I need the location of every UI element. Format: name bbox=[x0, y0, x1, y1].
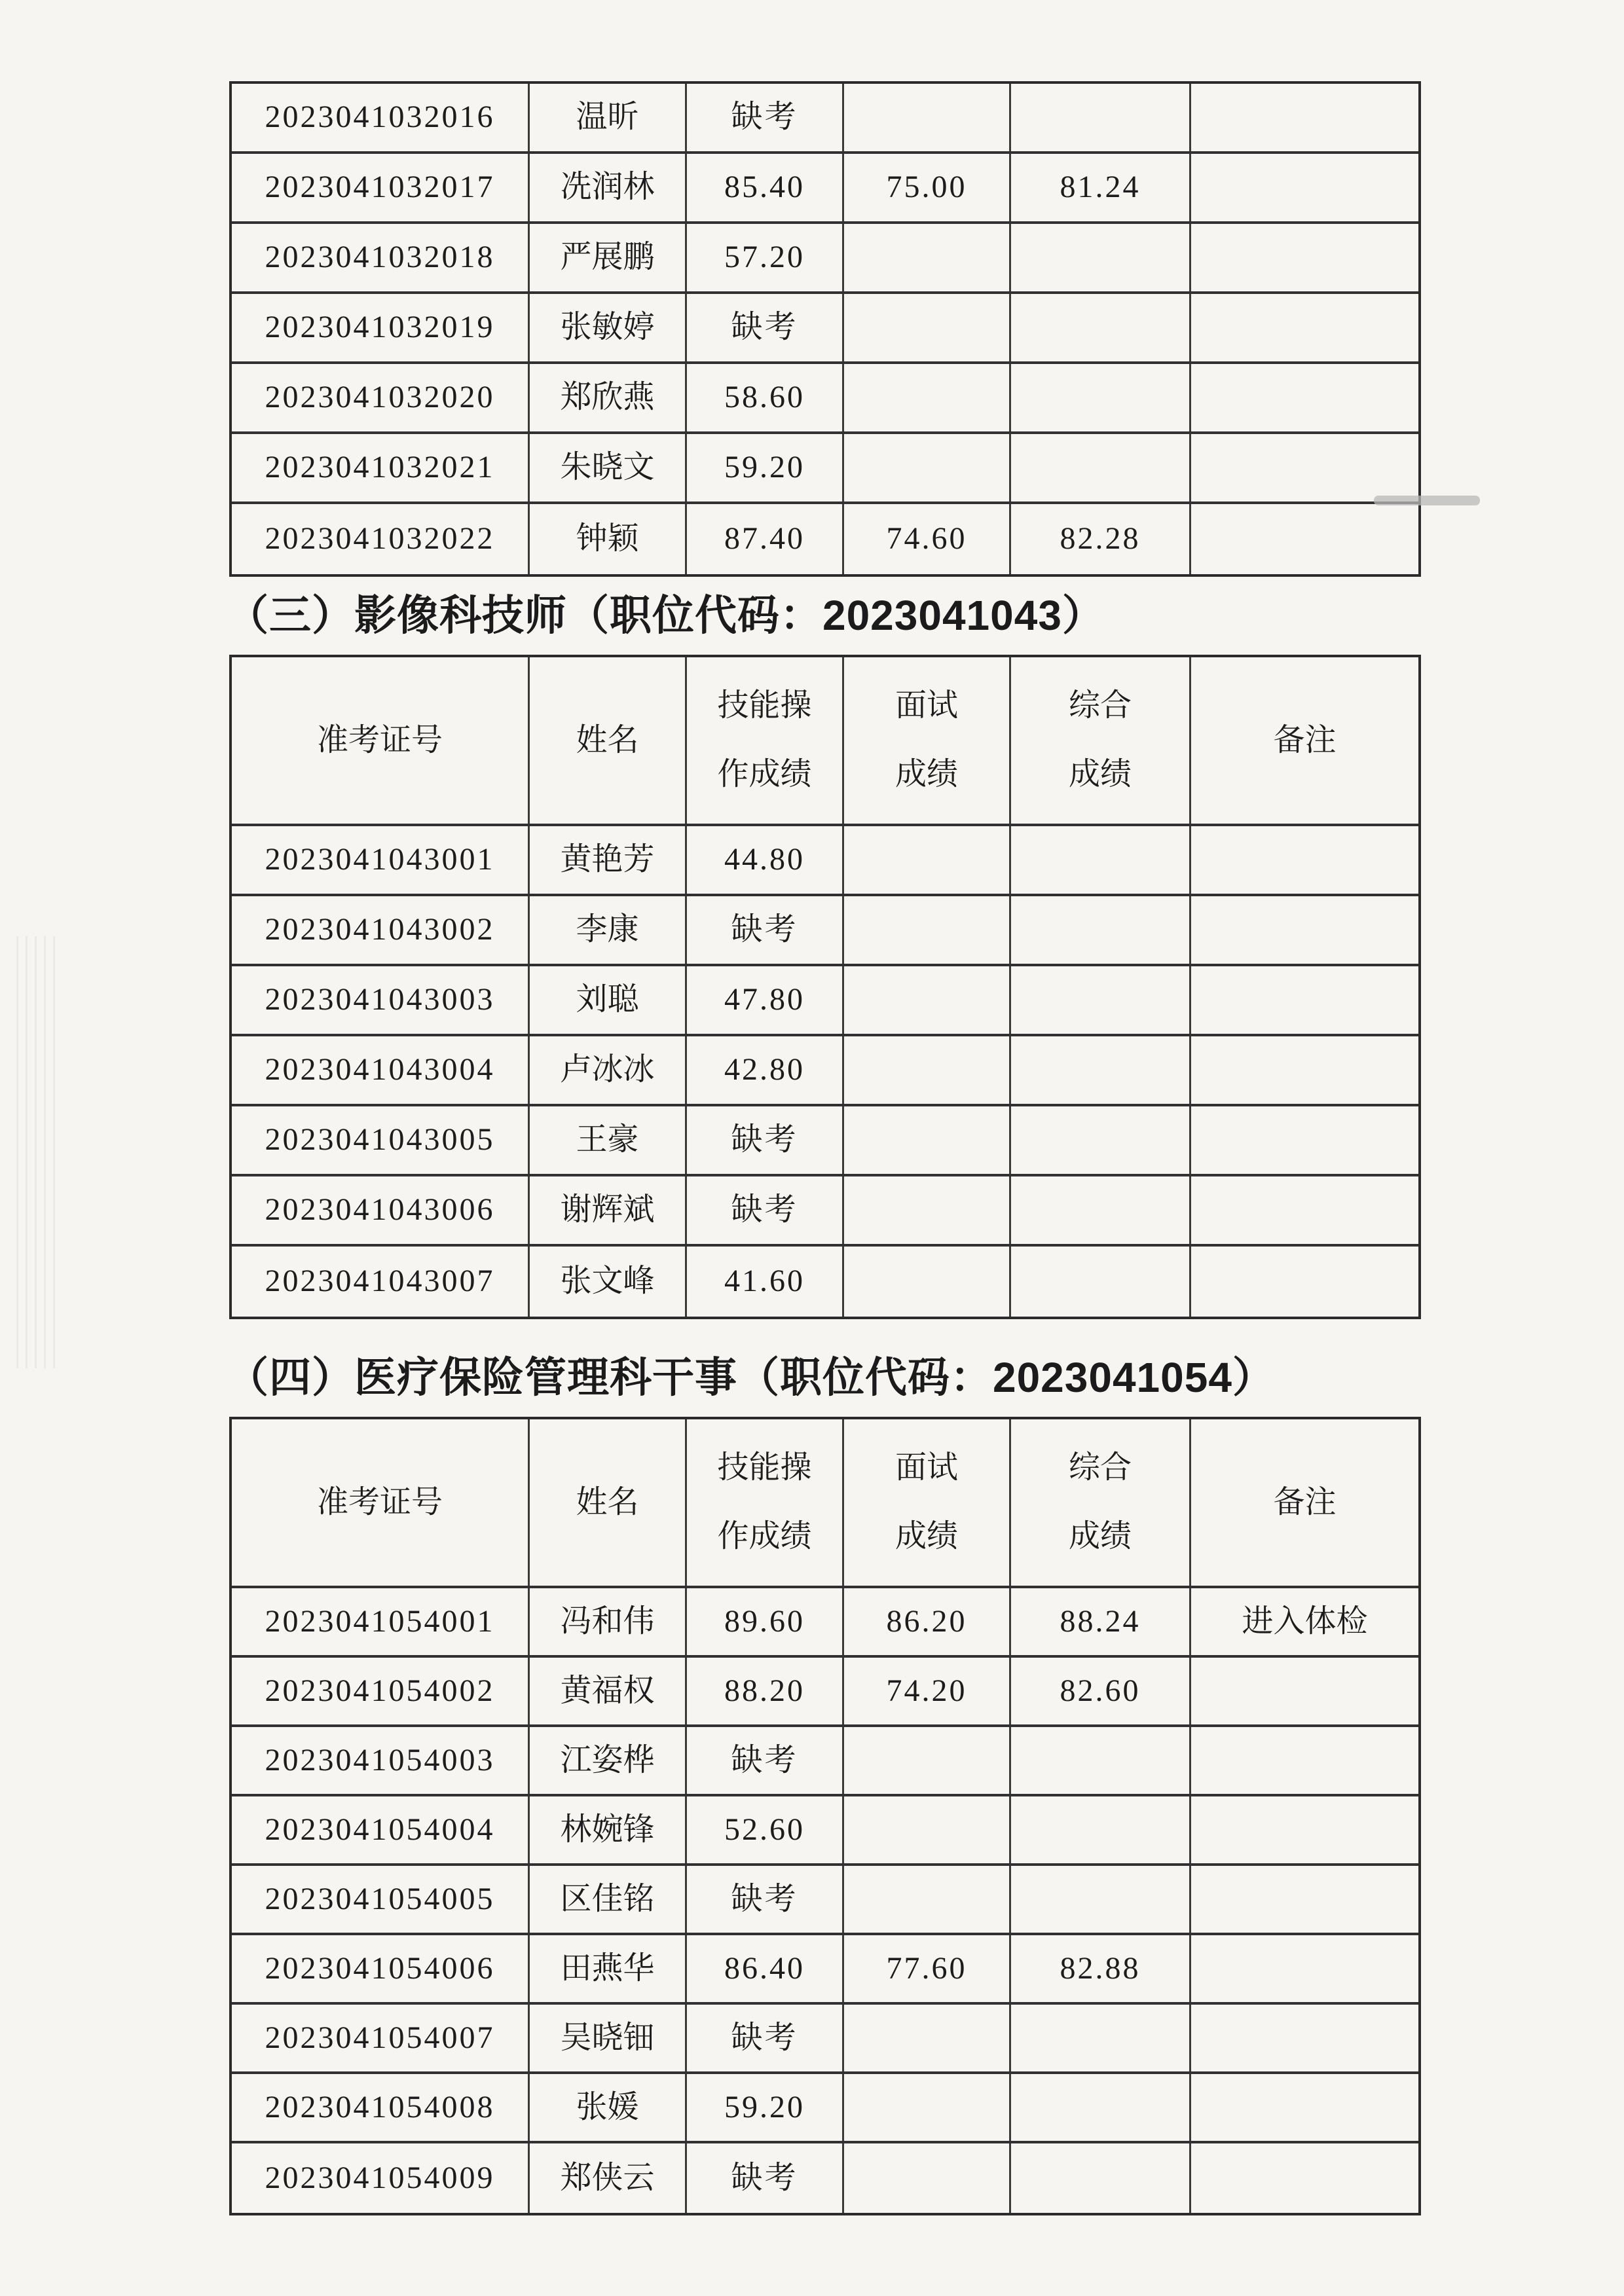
admission-number-cell: 2023041043005 bbox=[232, 1106, 530, 1174]
composite-score-cell bbox=[1011, 1796, 1191, 1863]
remark-cell bbox=[1191, 1796, 1418, 1863]
results-table-medical-insurance-clerk bbox=[229, 1417, 1421, 2215]
composite-score-cell bbox=[1011, 1106, 1191, 1174]
name-cell: 李康 bbox=[530, 896, 687, 964]
skill-score-cell: 缺考 bbox=[687, 294, 844, 361]
name-cell: 冯和伟 bbox=[530, 1588, 687, 1655]
skill-score-cell: 85.40 bbox=[687, 154, 844, 221]
name-cell: 张媛 bbox=[530, 2074, 687, 2141]
table-row bbox=[232, 896, 1418, 966]
name-cell: 林婉锋 bbox=[530, 1796, 687, 1863]
interview-score-cell bbox=[844, 2074, 1011, 2141]
name-cell: 刘聪 bbox=[530, 966, 687, 1034]
header-skill-score bbox=[687, 657, 844, 824]
header-composite-score bbox=[1011, 657, 1191, 824]
name-cell: 江姿桦 bbox=[530, 1727, 687, 1794]
admission-number-cell: 2023041054008 bbox=[232, 2074, 530, 2141]
skill-score-cell: 57.20 bbox=[687, 224, 844, 291]
admission-number-cell: 2023041043003 bbox=[232, 966, 530, 1034]
interview-score-cell: 74.20 bbox=[844, 1658, 1011, 1724]
composite-score-cell: 81.24 bbox=[1011, 154, 1191, 221]
header-name: 姓名 bbox=[530, 1419, 687, 1586]
table-row bbox=[232, 434, 1418, 504]
remark-cell bbox=[1191, 2005, 1418, 2071]
interview-score-cell bbox=[844, 434, 1011, 501]
skill-score-cell: 86.40 bbox=[687, 1935, 844, 2002]
header-line: 作成绩 bbox=[717, 757, 812, 792]
skill-score-cell: 缺考 bbox=[687, 1106, 844, 1174]
remark-cell bbox=[1191, 224, 1418, 291]
composite-score-cell bbox=[1011, 896, 1191, 964]
interview-score-cell bbox=[844, 1176, 1011, 1244]
remark-cell bbox=[1191, 1106, 1418, 1174]
table-row bbox=[232, 966, 1418, 1036]
admission-number-cell: 2023041043001 bbox=[232, 826, 530, 894]
composite-score-cell bbox=[1011, 1866, 1191, 1933]
composite-score-cell: 82.28 bbox=[1011, 504, 1191, 574]
header-remark: 备注 bbox=[1273, 722, 1337, 757]
header-line: 综合 bbox=[1068, 688, 1132, 723]
remark-cell bbox=[1191, 1727, 1418, 1794]
interview-score-cell bbox=[844, 294, 1011, 361]
admission-number-cell: 2023041032018 bbox=[232, 224, 530, 291]
skill-score-cell: 缺考 bbox=[687, 896, 844, 964]
table-row bbox=[232, 1176, 1418, 1247]
remark-cell bbox=[1191, 504, 1418, 574]
table-row bbox=[232, 1588, 1418, 1658]
results-table-continuation bbox=[229, 81, 1421, 577]
table-row bbox=[232, 1036, 1418, 1106]
admission-number-cell: 2023041032020 bbox=[232, 364, 530, 431]
skill-score-cell: 89.60 bbox=[687, 1588, 844, 1655]
remark-cell bbox=[1191, 1247, 1418, 1317]
composite-score-cell: 82.88 bbox=[1011, 1935, 1191, 2002]
remark-cell: 进入体检 bbox=[1242, 1603, 1368, 1639]
interview-score-cell: 86.20 bbox=[844, 1588, 1011, 1655]
header-name: 姓名 bbox=[530, 657, 687, 824]
remark-cell bbox=[1191, 434, 1418, 501]
composite-score-cell bbox=[1011, 84, 1191, 151]
interview-score-cell bbox=[844, 1866, 1011, 1933]
name-cell: 田燕华 bbox=[530, 1935, 687, 2002]
interview-score-cell bbox=[844, 1036, 1011, 1104]
header-line: 成绩 bbox=[1068, 1519, 1132, 1554]
name-cell: 卢冰冰 bbox=[530, 1036, 687, 1104]
table-header-row bbox=[232, 657, 1418, 826]
name-cell: 黄艳芳 bbox=[530, 826, 687, 894]
skill-score-cell: 缺考 bbox=[687, 2005, 844, 2071]
header-line: 面试 bbox=[895, 1450, 958, 1485]
admission-number-cell: 2023041054006 bbox=[232, 1935, 530, 2002]
remark-cell bbox=[1191, 154, 1418, 221]
admission-number-cell: 2023041054007 bbox=[232, 2005, 530, 2071]
header-remark: 备注 bbox=[1273, 1484, 1337, 1520]
table-row bbox=[232, 1935, 1418, 2005]
header-interview-score bbox=[844, 657, 1011, 824]
name-cell: 区佳铭 bbox=[530, 1866, 687, 1933]
name-cell: 温昕 bbox=[530, 84, 687, 151]
table-row bbox=[232, 294, 1418, 364]
table-row bbox=[232, 364, 1418, 434]
skill-score-cell: 59.20 bbox=[687, 2074, 844, 2141]
skill-score-cell: 缺考 bbox=[687, 1727, 844, 1794]
remark-cell bbox=[1191, 896, 1418, 964]
interview-score-cell bbox=[844, 896, 1011, 964]
header-composite-score bbox=[1011, 1419, 1191, 1586]
skill-score-cell: 缺考 bbox=[687, 1176, 844, 1244]
interview-score-cell: 75.00 bbox=[844, 154, 1011, 221]
skill-score-cell: 47.80 bbox=[687, 966, 844, 1034]
section-heading-4: （四）医疗保险管理科干事（职位代码：2023041054） bbox=[227, 1354, 1275, 1401]
admission-number-cell: 2023041043007 bbox=[232, 1247, 530, 1317]
remark-cell bbox=[1191, 84, 1418, 151]
admission-number-cell: 2023041054003 bbox=[232, 1727, 530, 1794]
table-row bbox=[232, 2005, 1418, 2074]
composite-score-cell bbox=[1011, 364, 1191, 431]
admission-number-cell: 2023041043002 bbox=[232, 896, 530, 964]
composite-score-cell bbox=[1011, 1247, 1191, 1317]
admission-number-cell: 2023041032016 bbox=[232, 84, 530, 151]
composite-score-cell bbox=[1011, 434, 1191, 501]
admission-number-cell: 2023041043006 bbox=[232, 1176, 530, 1244]
name-cell: 冼润林 bbox=[530, 154, 687, 221]
scan-smudge-artifact bbox=[1374, 496, 1480, 505]
header-skill-score bbox=[687, 1419, 844, 1586]
interview-score-cell bbox=[844, 84, 1011, 151]
results-table-imaging-technician bbox=[229, 655, 1421, 1319]
admission-number-cell: 2023041032022 bbox=[232, 504, 530, 574]
remark-cell bbox=[1191, 1036, 1418, 1104]
interview-score-cell bbox=[844, 1727, 1011, 1794]
name-cell: 吴晓钿 bbox=[530, 2005, 687, 2071]
composite-score-cell bbox=[1011, 1727, 1191, 1794]
remark-cell bbox=[1191, 1935, 1418, 2002]
header-line: 综合 bbox=[1068, 1450, 1132, 1485]
remark-cell bbox=[1191, 826, 1418, 894]
name-cell: 郑欣燕 bbox=[530, 364, 687, 431]
composite-score-cell bbox=[1011, 224, 1191, 291]
interview-score-cell bbox=[844, 2005, 1011, 2071]
remark-cell bbox=[1191, 294, 1418, 361]
interview-score-cell: 74.60 bbox=[844, 504, 1011, 574]
composite-score-cell bbox=[1011, 826, 1191, 894]
remark-cell bbox=[1191, 966, 1418, 1034]
skill-score-cell: 52.60 bbox=[687, 1796, 844, 1863]
composite-score-cell bbox=[1011, 294, 1191, 361]
interview-score-cell bbox=[844, 2143, 1011, 2213]
table-row bbox=[232, 154, 1418, 224]
header-admission: 准考证号 bbox=[232, 657, 530, 824]
skill-score-cell: 缺考 bbox=[687, 84, 844, 151]
header-line: 技能操 bbox=[717, 688, 812, 723]
remark-cell bbox=[1191, 2143, 1418, 2213]
table-row bbox=[232, 224, 1418, 294]
table-row bbox=[232, 1866, 1418, 1935]
header-line: 成绩 bbox=[895, 757, 958, 792]
skill-score-cell: 88.20 bbox=[687, 1658, 844, 1724]
name-cell: 谢辉斌 bbox=[530, 1176, 687, 1244]
interview-score-cell bbox=[844, 364, 1011, 431]
remark-cell bbox=[1191, 1866, 1418, 1933]
admission-number-cell: 2023041032019 bbox=[232, 294, 530, 361]
interview-score-cell bbox=[844, 1796, 1011, 1863]
skill-score-cell: 44.80 bbox=[687, 826, 844, 894]
composite-score-cell: 88.24 bbox=[1011, 1588, 1191, 1655]
skill-score-cell: 42.80 bbox=[687, 1036, 844, 1104]
admission-number-cell: 2023041054004 bbox=[232, 1796, 530, 1863]
composite-score-cell bbox=[1011, 2074, 1191, 2141]
name-cell: 严展鹏 bbox=[530, 224, 687, 291]
table-header-row bbox=[232, 1419, 1418, 1588]
header-line: 技能操 bbox=[717, 1450, 812, 1485]
skill-score-cell: 缺考 bbox=[687, 1866, 844, 1933]
admission-number-cell: 2023041043004 bbox=[232, 1036, 530, 1104]
remark-cell bbox=[1191, 2074, 1418, 2141]
interview-score-cell bbox=[844, 826, 1011, 894]
table-row bbox=[232, 1247, 1418, 1317]
skill-score-cell: 59.20 bbox=[687, 434, 844, 501]
remark-cell bbox=[1191, 1176, 1418, 1244]
composite-score-cell bbox=[1011, 966, 1191, 1034]
header-admission: 准考证号 bbox=[232, 1419, 530, 1586]
table-row bbox=[232, 1658, 1418, 1727]
name-cell: 郑侠云 bbox=[530, 2143, 687, 2213]
admission-number-cell: 2023041032021 bbox=[232, 434, 530, 501]
interview-score-cell: 77.60 bbox=[844, 1935, 1011, 2002]
header-interview-score bbox=[844, 1419, 1011, 1586]
header-line: 作成绩 bbox=[717, 1519, 812, 1554]
name-cell: 张敏婷 bbox=[530, 294, 687, 361]
scan-streak-artifact bbox=[16, 936, 62, 1368]
skill-score-cell: 58.60 bbox=[687, 364, 844, 431]
interview-score-cell bbox=[844, 966, 1011, 1034]
interview-score-cell bbox=[844, 1247, 1011, 1317]
name-cell: 钟颖 bbox=[530, 504, 687, 574]
table-row bbox=[232, 2143, 1418, 2213]
interview-score-cell bbox=[844, 1106, 1011, 1174]
name-cell: 张文峰 bbox=[530, 1247, 687, 1317]
name-cell: 黄福权 bbox=[530, 1658, 687, 1724]
composite-score-cell bbox=[1011, 2005, 1191, 2071]
section-heading-3: （三）影像科技师（职位代码：2023041043） bbox=[227, 592, 1105, 639]
interview-score-cell bbox=[844, 224, 1011, 291]
table-row bbox=[232, 1106, 1418, 1176]
admission-number-cell: 2023041054005 bbox=[232, 1866, 530, 1933]
table-row bbox=[232, 504, 1418, 574]
table-row bbox=[232, 1727, 1418, 1796]
table-row bbox=[232, 84, 1418, 154]
admission-number-cell: 2023041054009 bbox=[232, 2143, 530, 2213]
remark-cell bbox=[1191, 1658, 1418, 1724]
table-row bbox=[232, 1796, 1418, 1866]
skill-score-cell: 41.60 bbox=[687, 1247, 844, 1317]
admission-number-cell: 2023041032017 bbox=[232, 154, 530, 221]
composite-score-cell bbox=[1011, 1036, 1191, 1104]
header-line: 面试 bbox=[895, 688, 958, 723]
composite-score-cell bbox=[1011, 1176, 1191, 1244]
header-line: 成绩 bbox=[1068, 757, 1132, 792]
admission-number-cell: 2023041054001 bbox=[232, 1588, 530, 1655]
skill-score-cell: 缺考 bbox=[687, 2143, 844, 2213]
composite-score-cell bbox=[1011, 2143, 1191, 2213]
table-row bbox=[232, 2074, 1418, 2143]
remark-cell bbox=[1191, 364, 1418, 431]
skill-score-cell: 87.40 bbox=[687, 504, 844, 574]
name-cell: 朱晓文 bbox=[530, 434, 687, 501]
header-line: 成绩 bbox=[895, 1519, 958, 1554]
table-row bbox=[232, 826, 1418, 896]
admission-number-cell: 2023041054002 bbox=[232, 1658, 530, 1724]
name-cell: 王豪 bbox=[530, 1106, 687, 1174]
composite-score-cell: 82.60 bbox=[1011, 1658, 1191, 1724]
